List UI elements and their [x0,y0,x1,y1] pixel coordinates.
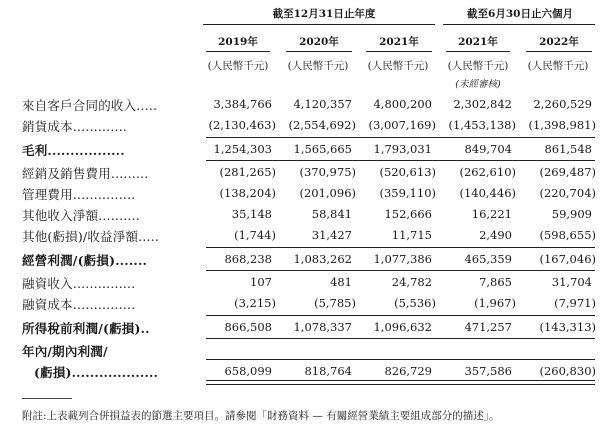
table-cell: (281,265) [219,165,276,179]
row-label-distribution-expenses: 經銷及銷售費用......... [22,166,149,181]
table-cell: 58,841 [311,207,352,221]
year-rule-1 [206,51,270,52]
year-header-1: 2019年 [218,36,258,48]
table-cell: 465,359 [464,252,512,266]
table-cell: (3,215) [234,296,276,310]
rule-after-gross-profit [206,160,595,161]
year-rule-2 [286,51,352,52]
rule-after-pbt [206,338,595,339]
header-group-h1-rule [443,24,595,25]
table-cell: (269,487) [539,165,596,179]
table-cell: 31,427 [311,228,352,242]
unit-label-1: (人民幣千元) [207,60,269,72]
unit-label-3: (人民幣千元) [367,60,429,72]
year-rule-3 [366,51,432,52]
table-cell: (370,975) [299,165,356,179]
table-cell: 1,793,031 [373,142,432,156]
table-cell: 1,565,665 [293,142,352,156]
year-rule-4 [446,51,510,52]
table-cell: (220,704) [539,186,596,200]
year-rule-5 [526,51,592,52]
table-cell: 1,096,632 [373,320,432,334]
table-cell: 1,254,303 [213,142,272,156]
rule-before-pbt [206,315,595,316]
table-cell: (5,785) [314,296,356,310]
table-cell: (520,613) [379,165,436,179]
table-cell: (201,096) [299,186,356,200]
table-cell: (1,744) [234,228,276,242]
double-rule-total [206,380,595,385]
table-cell: (7,971) [554,296,596,310]
year-header-4: 2021年 [458,36,498,48]
row-label-finance-costs: 融資成本............... [22,297,136,312]
unit-label-5: (人民幣千元) [527,60,589,72]
table-cell: 1,078,337 [293,320,352,334]
table-cell: 2,490 [479,228,512,242]
table-cell: 1,077,386 [373,252,432,266]
table-cell: 2,260,529 [533,97,592,111]
table-cell: 826,729 [384,364,432,378]
row-label-other-income: 其他收入淨額.......... [22,208,140,223]
footnote-rule [22,398,72,399]
unaudited-note: (未經審核) [455,79,501,90]
table-cell: 357,586 [464,364,512,378]
year-header-5: 2022年 [539,36,579,48]
table-cell: (143,313) [539,320,596,334]
rule-before-operating-profit [206,247,595,248]
row-label-operating-profit: 經營利潤/(虧損)....... [22,253,148,268]
row-label-other-gains: 其他(虧損)/收益淨額..... [22,229,160,244]
table-cell: (598,655) [539,228,596,242]
table-cell: 2,302,842 [453,97,512,111]
table-cell: 861,548 [544,142,592,156]
header-group-h1: 截至6月30日止六個月 [467,8,573,20]
row-label-admin-expenses: 管理費用............... [22,187,136,202]
table-cell: 59,909 [551,207,592,221]
table-cell: (2,554,692) [288,118,356,132]
table-cell: 11,715 [391,228,432,242]
row-label-profit-before-tax: 所得稅前利潤/(虧損).. [22,321,150,336]
row-label-finance-income: 融資收入............... [22,276,136,291]
year-header-2: 2020年 [299,36,339,48]
header-group-fy: 截至12月31日止年度 [272,8,376,20]
rule-before-total [206,359,595,360]
table-cell: 658,099 [224,364,272,378]
table-cell: 1,083,262 [293,252,352,266]
table-cell: 4,120,357 [293,97,352,111]
table-cell: 107 [250,275,272,289]
table-cell: (5,536) [394,296,436,310]
rule-after-operating-profit [206,270,595,271]
table-cell: (140,446) [459,186,516,200]
table-cell: (1,967) [474,296,516,310]
table-cell: (1,398,981) [528,118,596,132]
table-cell: 16,221 [471,207,512,221]
row-label-profit-for-period-line2: (虧損)................... [34,365,159,380]
table-cell: 4,800,200 [373,97,432,111]
table-cell: 818,764 [304,364,352,378]
table-cell: (3,007,169) [368,118,436,132]
rule-before-gross-profit [206,137,595,138]
table-cell: 866,508 [224,320,272,334]
unit-label-2: (人民幣千元) [287,60,349,72]
table-cell: (167,046) [539,252,596,266]
table-cell: (260,830) [539,364,596,378]
row-label-profit-for-period: 年內/期內利潤/ [22,344,108,359]
row-label-revenue: 來自客戶合同的收入..... [22,98,158,113]
table-cell: 24,782 [391,275,432,289]
table-cell: (138,204) [219,186,276,200]
table-cell: (2,130,463) [208,118,276,132]
table-cell: 3,384,766 [213,97,272,111]
table-cell: 31,704 [551,275,592,289]
header-group-fy-rule [203,24,435,25]
table-cell: 152,666 [384,207,432,221]
table-cell: 849,704 [464,142,512,156]
year-header-3: 2021年 [379,36,419,48]
table-cell: (1,453,138) [448,118,516,132]
table-cell: (262,610) [459,165,516,179]
unit-label-4: (人民幣千元) [447,60,509,72]
row-label-gross-profit: 毛利................. [22,143,125,158]
table-cell: 868,238 [224,252,272,266]
table-cell: 481 [330,275,352,289]
footnote: 附註:上表載列合併損益表的節選主要項目。請參閱「財務資料 — 有關經營業績主要組成部分的描述」。 [22,410,500,422]
table-cell: 471,257 [464,320,512,334]
row-label-cost-of-sales: 銷貨成本............. [22,119,128,134]
table-cell: 35,148 [231,207,272,221]
table-cell: (359,110) [379,186,436,200]
table-cell: 7,865 [479,275,512,289]
